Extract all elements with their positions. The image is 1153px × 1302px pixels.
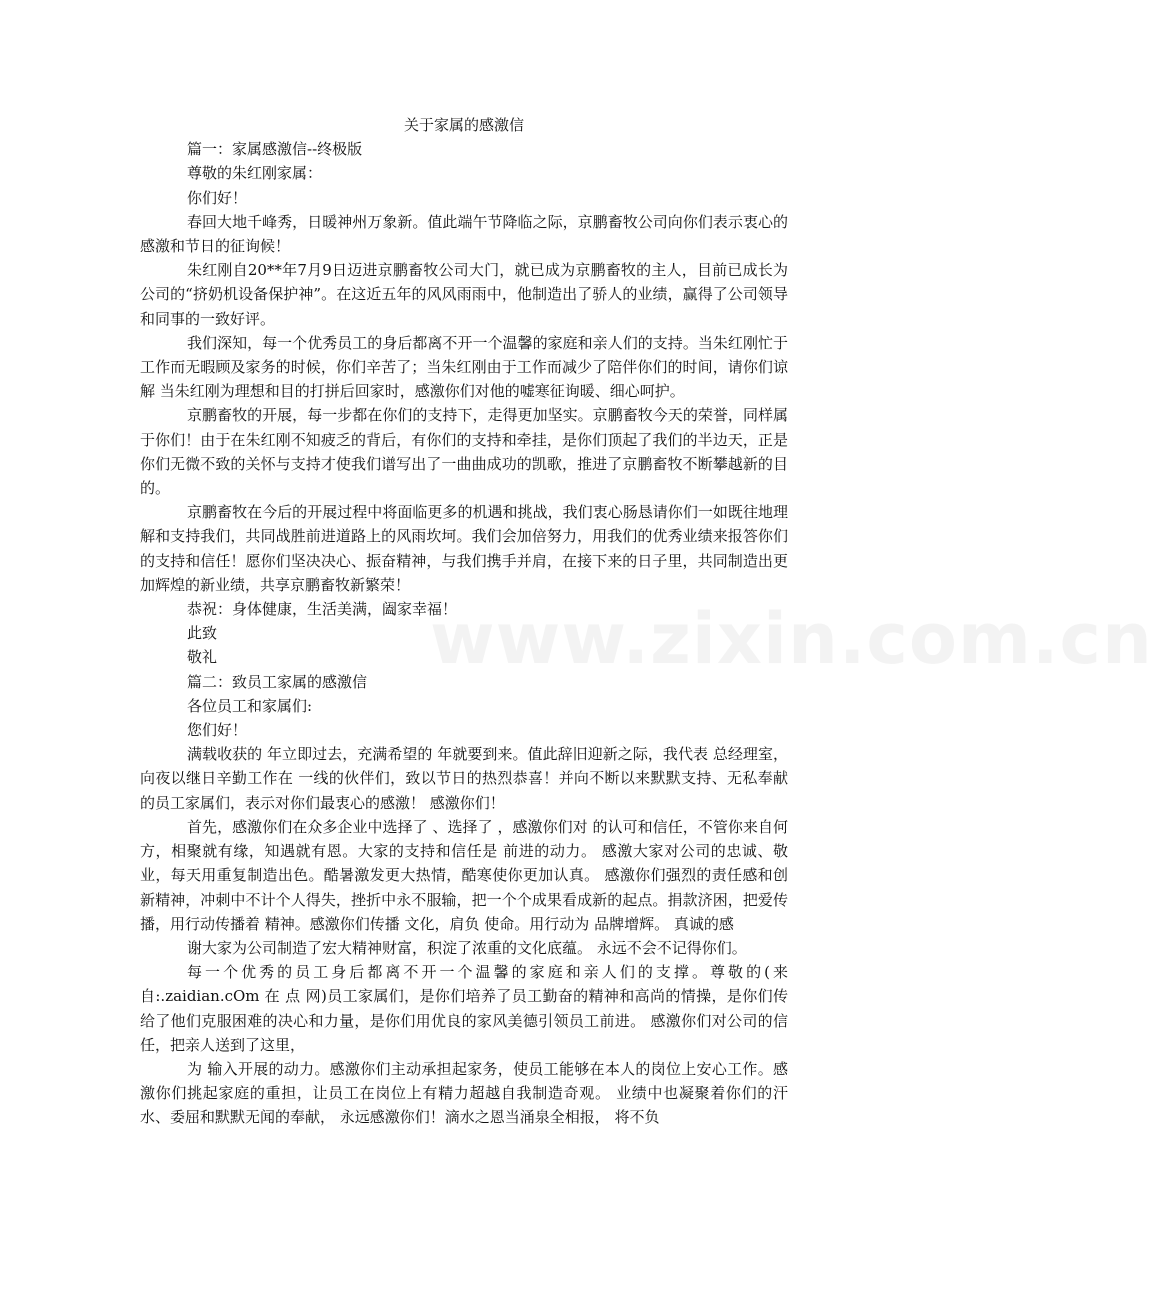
section-1-wishes: 恭祝：身体健康，生活美满，阖家幸福！	[187, 600, 458, 619]
watermark: www.zixin.com.cn	[430, 598, 1153, 680]
section-2-heading: 篇二：致员工家属的感激信	[187, 672, 368, 691]
section-2-paragraph-1: 满载收获的 年立即过去，充满希望的 年就要到来。值此辞旧迎新之际，我代表 总经理室，向夜以继日辛勤工作在 一线的伙伴们，致以节日的热烈恭喜！并向不断以来默默支持、无私奉献的员工家属们，表示对你们最衷心的感激！ 感激你们！	[140, 745, 788, 812]
document-title: 关于家属的感激信	[403, 116, 524, 134]
section-2-salutation: 各位员工和家属们:	[187, 696, 313, 715]
section-1-paragraph-1: 春回大地千峰秀，日暖神州万象新。值此端午节降临之际，京鹏畜牧公司向你们表示衷心的感激和节日的征询候！	[140, 212, 788, 256]
section-1-closing-1: 此致	[187, 624, 218, 643]
section-1-paragraph-4: 京鹏畜牧的开展，每一步都在你们的支持下，走得更加坚实。京鹏畜牧今天的荣誉，同样属于你们！由于在朱红刚不知疲乏的背后，有你们的支持和牵挂，是你们顶起了我们的半边天，正是你们无微不致的关怀与支持才使我们谱写出了一曲曲成功的凯歌，推进了京鹏畜牧不断攀越新的目的。	[140, 406, 788, 498]
section-2-paragraph-2: 首先，感激你们在众多企业中选择了 、选择了 ，感激你们对 的认可和信任，不管你来自何方，相聚就有缘，知遇就有恩。大家的支持和信任是 前进的动力。 感激大家对公司的忠诚、敬业，每天用重复制造出色。酷暑激发更大热情，酷寒使你更加认真。 感激你们强烈的责任感和创新精神，冲刺中不计个人得失，挫折中永不服输，把一个个成果看成新的起点。捐款济困，把爱传播，用行动传播着 精神。感激你们传播 文化，肩负 使命。用行动为 品牌增辉。 真诚的感	[140, 817, 788, 933]
section-1-salutation: 尊敬的朱红刚家属：	[187, 164, 323, 183]
section-2-paragraph-3: 谢大家为公司制造了宏大精神财富，积淀了浓重的文化底蕴。 永远不会不记得你们。	[187, 938, 747, 957]
section-2-greeting: 您们好！	[187, 721, 248, 740]
section-1-paragraph-3: 我们深知，每一个优秀员工的身后都离不开一个温馨的家庭和亲人们的支持。当朱红刚忙于工作而无暇顾及家务的时候，你们辛苦了；当朱红刚由于工作而减少了陪伴你们的时间，请你们谅解 当朱红刚为理想和目的打拼后回家时，感激你们对他的嘘寒征询暖、细心呵护。	[140, 333, 788, 401]
section-1-paragraph-2: 朱红刚自20**年7月9日迈进京鹏畜牧公司大门，就已成为京鹏畜牧的主人，目前已成长为公司的“挤奶机设备保护神”。在这近五年的风风雨雨中，他制造出了骄人的业绩，赢得了公司领导和同事的一致好评。	[140, 261, 788, 328]
section-1-closing-2: 敬礼	[187, 648, 218, 667]
section-1-greeting: 你们好！	[187, 188, 248, 207]
section-2-paragraph-5: 为 输入开展的动力。感激你们主动承担起家务，使员工能够在本人的岗位上安心工作。感激你们挑起家庭的重担，让员工在岗位上有精力超越自我制造奇观。 业绩中也凝聚着你们的汗水、委屈和默默无闻的奉献， 永远感激你们！滴水之恩当涌泉全相报， 将不负	[140, 1059, 788, 1127]
document-body	[140, 113, 788, 1130]
section-1-heading: 篇一：家属感激信--终极版	[187, 140, 363, 159]
section-1-paragraph-5: 京鹏畜牧在今后的开展过程中将面临更多的机遇和挑战，我们衷心肠恳请你们一如既往地理解和支持我们，共同战胜前进道路上的风雨坎坷。我们会加倍努力，用我们的优秀业绩来报答你们的支持和信任！愿你们坚决决心、振奋精神，与我们携手并肩，在接下来的日子里，共同制造出更加辉煌的新业绩，共享京鹏畜牧新繁荣！	[140, 503, 788, 594]
section-2-paragraph-4: 每一个优秀的员工身后都离不开一个温馨的家庭和亲人们的支撑。尊敬的(来自:.zaidian.cOm 在 点 网)员工家属们，是你们培养了员工勤奋的精神和高尚的情操，是你们传给了他们克服困难的决心和力量，是你们用优良的家风美德引领员工前进。 感激你们对公司的信任，把亲人送到了这里，	[140, 963, 788, 1054]
